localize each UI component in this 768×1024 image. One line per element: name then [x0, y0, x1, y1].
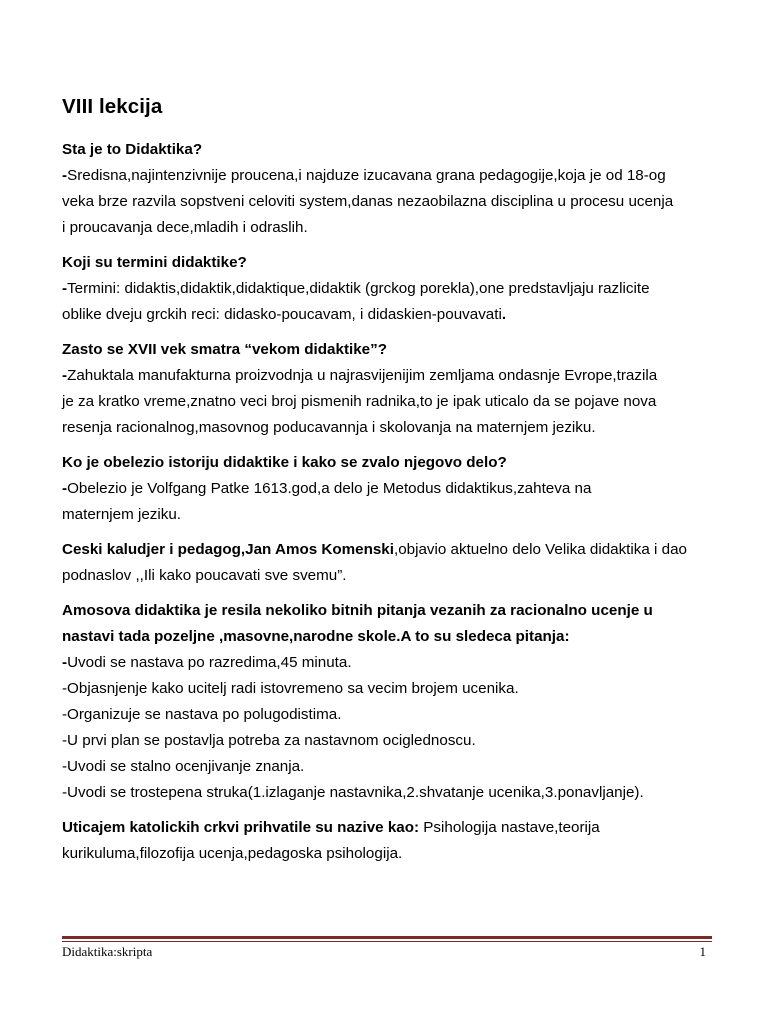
answer-line: je za kratko vreme,znatno veci broj pismenih radnika,to je ipak uticalo da se pojave nova — [62, 393, 657, 410]
answer-text: Sredisna,najintenzivnije proucena,i najduze izucavana grana pedagogije,koja je od 18-og — [67, 167, 666, 184]
answer-line — [62, 302, 712, 328]
section-terms — [62, 250, 712, 328]
list-item-text: Uvodi se nastava po razredima,45 minuta. — [67, 654, 352, 671]
page-number: 1 — [699, 944, 706, 959]
dash-marker: - — [62, 280, 68, 297]
list-item: -Organizuje se nastava po polugodistima. — [62, 706, 342, 723]
answer-text: oblike dveju grckih reci: didasko-poucavam, i didaskien-pouvavati — [62, 306, 502, 323]
question-heading: Zasto se XVII vek smatra “vekom didaktike”? — [62, 341, 387, 358]
list-item — [62, 650, 712, 676]
bold-paragraph-line: nastavi tada pozeljne ,masovne,narodne skole.A to su sledeca pitanja: — [62, 628, 570, 645]
paragraph-line — [62, 537, 712, 563]
question-heading: Sta je to Didaktika? — [62, 141, 203, 158]
paragraph-text: ,objavio aktuelno delo Velika didaktika i dao — [393, 541, 687, 558]
question-heading: Ko je obelezio istoriju didaktike i kako se zvalo njegovo delo? — [62, 454, 507, 471]
bold-phrase: Ceski kaludjer i pedagog,Jan Amos Komenski — [62, 541, 394, 558]
section-history — [62, 450, 712, 528]
list-item: -Uvodi se trostepena struka(1.izlaganje nastavnika,2.shvatanje ucenika,3.ponavljanje). — [62, 784, 644, 801]
answer-line: i proucavanja dece,mladih i odraslih. — [62, 219, 308, 236]
footer-divider-thin — [62, 941, 712, 942]
section-xvii-century — [62, 337, 712, 441]
dash-marker: - — [62, 167, 68, 184]
list-item: -Uvodi se stalno ocenjivanje znanja. — [62, 758, 305, 775]
footer-label: Didaktika:skripta — [62, 944, 153, 959]
document-body — [62, 94, 712, 876]
period-mark: . — [501, 306, 507, 323]
paragraph-line: kurikuluma,filozofija ucenja,pedagoska psihologija. — [62, 845, 403, 862]
question-heading: Koji su termini didaktike? — [62, 254, 247, 271]
answer-line — [62, 163, 712, 189]
section-komenski — [62, 537, 712, 589]
answer-line — [62, 363, 712, 389]
bold-phrase: Uticajem katolickih crkvi prihvatile su nazive kao: — [62, 819, 420, 836]
answer-line — [62, 476, 712, 502]
dash-marker: - — [62, 367, 68, 384]
footer-divider — [62, 936, 712, 939]
dash-marker: - — [62, 654, 68, 671]
bold-paragraph-line: Amosova didaktika je resila nekoliko bitnih pitanja vezanih za racionalno ucenje u — [62, 602, 653, 619]
page-title: VIII lekcija — [62, 95, 163, 118]
section-amos-didactics — [62, 598, 712, 806]
answer-line: resenja racionalnog,masovnog poducavannja i skolovanja na maternjem jeziku. — [62, 419, 596, 436]
paragraph-line: podnaslov ,,Ili kako poucavati sve svemu”. — [62, 567, 347, 584]
section-catholic-influence — [62, 815, 712, 867]
answer-line: maternjem jeziku. — [62, 506, 182, 523]
answer-line — [62, 276, 712, 302]
answer-text: Termini: didaktis,didaktik,didaktique,didaktik (grckog porekla),one predstavljaju razlicite — [67, 280, 650, 297]
answer-line: veka brze razvila sopstveni celoviti system,danas nezaobilazna disciplina u procesu ucenja — [62, 193, 674, 210]
section-what-is-didactics — [62, 137, 712, 241]
paragraph-line — [62, 815, 712, 841]
list-item: -U prvi plan se postavlja potreba za nastavnom ociglednoscu. — [62, 732, 476, 749]
paragraph-text: Psihologija nastave,teorija — [419, 819, 600, 836]
dash-marker: - — [62, 480, 68, 497]
answer-text: Obelezio je Volfgang Patke 1613.god,a delo je Metodus didaktikus,zahteva na — [67, 480, 592, 497]
list-item: -Objasnjenje kako ucitelj radi istovremeno sa vecim brojem ucenika. — [62, 680, 519, 697]
answer-text: Zahuktala manufakturna proizvodnja u najrasvijenijim zemljama ondasnje Evrope,trazila — [67, 367, 658, 384]
